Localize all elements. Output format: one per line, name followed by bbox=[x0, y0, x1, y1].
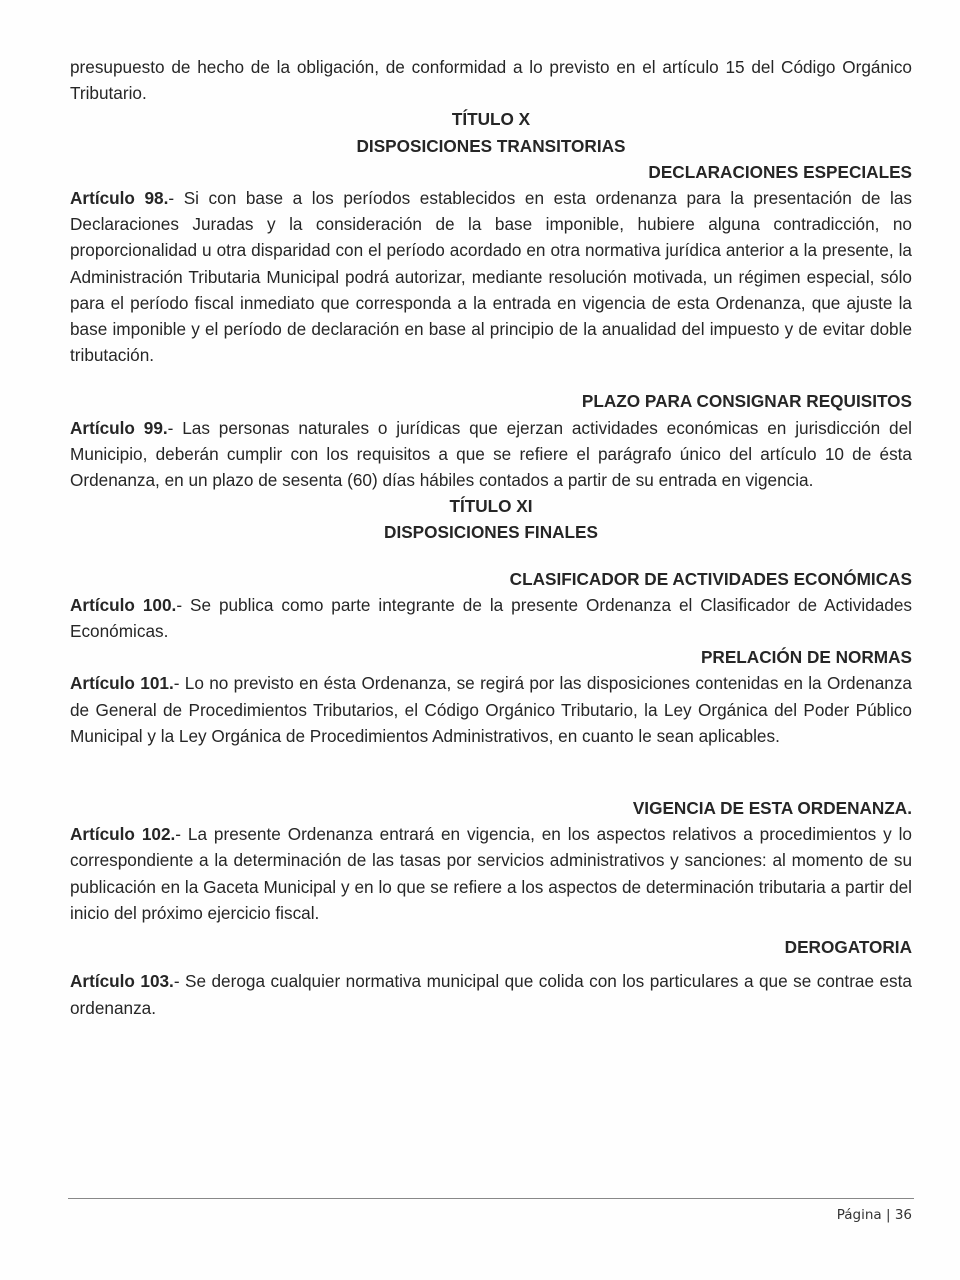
art100-heading: CLASIFICADOR DE ACTIVIDADES ECONÓMICAS bbox=[509, 568, 912, 589]
art98-label: Artículo 98. bbox=[70, 188, 169, 209]
art100-text: - Se publica como parte integrante de la presente Ordenanza el Clasificador de Actividades Económicas. bbox=[70, 594, 912, 642]
art99-text: - Las personas naturales o jurídicas que ejerzan actividades económicas en jurisdicción del Municipio, deberán cumplir con los requisitos a que se refiere el parágrafo único del artículo 10 de ésta Ordenanza, en un plazo de sesenta (60) días hábiles contados a partir de su entrada en vigencia. bbox=[70, 417, 912, 491]
titulo-xi-subtitle: DISPOSICIONES FINALES bbox=[384, 522, 598, 543]
art99-label: Artículo 99. bbox=[70, 417, 168, 438]
spacer bbox=[70, 960, 912, 968]
art101-label: Artículo 101. bbox=[70, 673, 174, 694]
page-number: Página | 36 bbox=[836, 1207, 912, 1223]
document-body bbox=[70, 54, 912, 1021]
art99-paragraph bbox=[70, 415, 912, 494]
art101-paragraph bbox=[70, 670, 912, 749]
art98-heading: DECLARACIONES ESPECIALES bbox=[648, 161, 912, 182]
spacer bbox=[70, 926, 912, 934]
spacer bbox=[70, 368, 912, 388]
art101-heading: PRELACIÓN DE NORMAS bbox=[700, 647, 912, 668]
titulo-x-title: TÍTULO X bbox=[451, 109, 531, 130]
art103-paragraph bbox=[70, 968, 912, 1020]
art102-text: - La presente Ordenanza entrará en vigencia, en los aspectos relativos a procedimientos y lo correspondiente a la determinación de las tasas por servicios administrativos y sanciones: al momento de su publicación en la Gaceta Municipal y en lo que se refiere a los aspectos de determinación tributaria a partir del inicio del próximo ejercicio fiscal. bbox=[70, 824, 912, 923]
art102-heading: VIGENCIA DE ESTA ORDENANZA. bbox=[632, 798, 912, 819]
art103-label: Artículo 103. bbox=[70, 971, 174, 992]
art99-heading: PLAZO PARA CONSIGNAR REQUISITOS bbox=[581, 391, 912, 412]
intro-paragraph: presupuesto de hecho de la obligación, de conformidad a lo previsto en el artículo 15 del Código Orgánico Tributario. bbox=[70, 57, 912, 104]
art100-paragraph bbox=[70, 592, 912, 644]
art101-text: - Lo no previsto en ésta Ordenanza, se regirá por las disposiciones contenidas en la Ordenanza de General de Procedimientos Tributarios, el Código Orgánico Tributario, la Ley Orgánica del Poder Público Municipal y la Ley Orgánica de Procedimientos Administrativos, en cuanto le sean aplicables. bbox=[70, 673, 912, 746]
art98-paragraph bbox=[70, 185, 912, 368]
spacer bbox=[70, 749, 912, 795]
art103-text: - Se deroga cualquier normativa municipal que colida con los particulares a que se contrae esta ordenanza. bbox=[70, 971, 912, 1018]
footer-divider bbox=[68, 1198, 914, 1199]
spacer bbox=[70, 546, 912, 566]
art103-heading: DEROGATORIA bbox=[784, 937, 912, 958]
art102-paragraph bbox=[70, 821, 912, 926]
art98-text: - Si con base a los períodos establecidos en esta ordenanza para la presentación de las Declaraciones Juradas y la consideración de la base imponible, hubiere alguna contradicción, no proporcionalidad u otra disparidad con el período acordado en otra normativa jurídica anterior a la presente, la Administración Tributaria Municipal podrá autorizar, mediante resolución motivada, un régimen especial, sólo para el período fiscal inmediato que corresponda a la entrada en vigencia de esta Ordenanza, que ajuste la base imponible y el período de declaración en base al principio de la anualidad del impuesto y de evitar doble tributación. bbox=[70, 188, 912, 366]
art102-label: Artículo 102. bbox=[70, 824, 176, 845]
titulo-xi-title: TÍTULO XI bbox=[449, 496, 533, 517]
art100-label: Artículo 100. bbox=[70, 594, 177, 615]
titulo-x-subtitle: DISPOSICIONES TRANSITORIAS bbox=[356, 135, 626, 156]
